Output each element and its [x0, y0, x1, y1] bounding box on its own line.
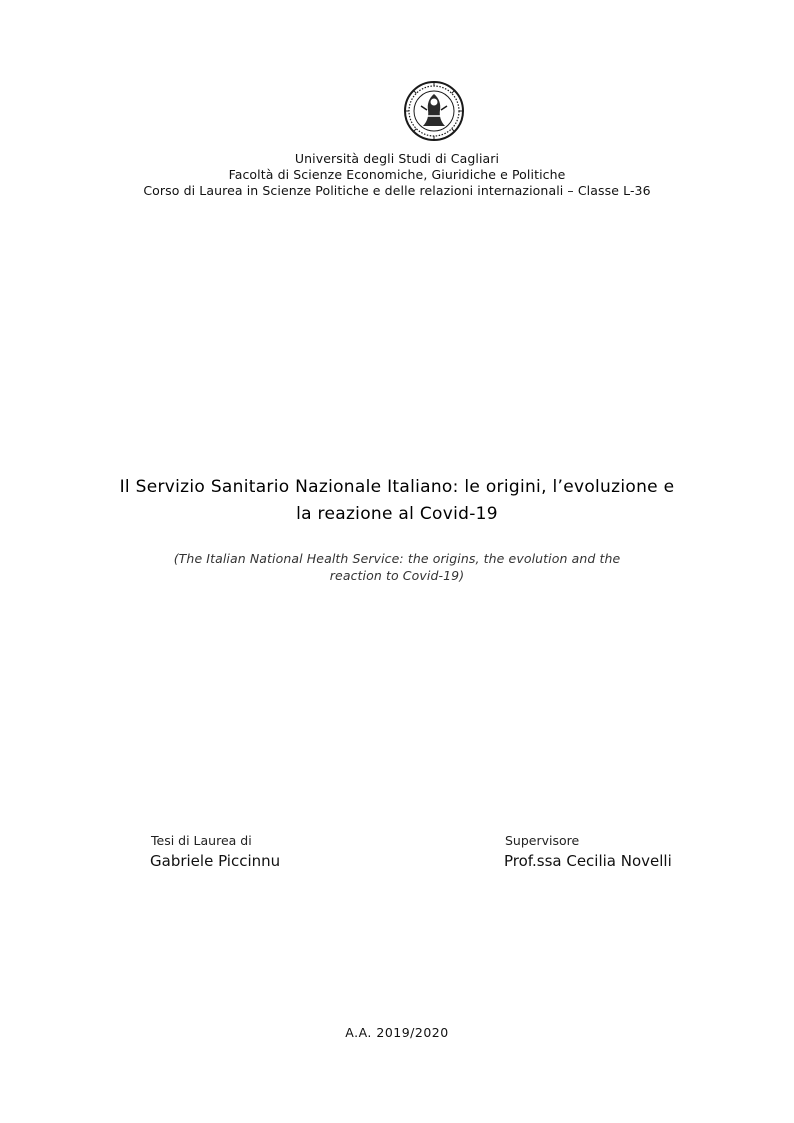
academic-year: A.A. 2019/2020 [345, 1025, 449, 1040]
thesis-subtitle-line-1: (The Italian National Health Service: the origins, the evolution and the [173, 551, 621, 566]
course-name: Corso di Laurea in Scienze Politiche e delle relazioni internazionali – Classe L-36 [143, 183, 651, 198]
author-name: Gabriele Piccinnu [150, 852, 281, 870]
faculty-name: Facoltà di Scienze Economiche, Giuridiche e Politiche [228, 167, 566, 182]
author-label: Tesi di Laurea di [151, 833, 252, 848]
university-seal-icon [403, 80, 465, 142]
thesis-subtitle-line-2: reaction to Covid-19) [329, 568, 465, 583]
thesis-title-line-2: la reazione al Covid-19 [296, 504, 498, 524]
thesis-title-line-1: Il Servizio Sanitario Nazionale Italiano: le origini, l’evoluzione e [119, 477, 675, 497]
supervisor-label: Supervisore [505, 833, 580, 848]
university-name: Università degli Studi di Cagliari [294, 151, 500, 166]
supervisor-name: Prof.ssa Cecilia Novelli [504, 852, 672, 870]
